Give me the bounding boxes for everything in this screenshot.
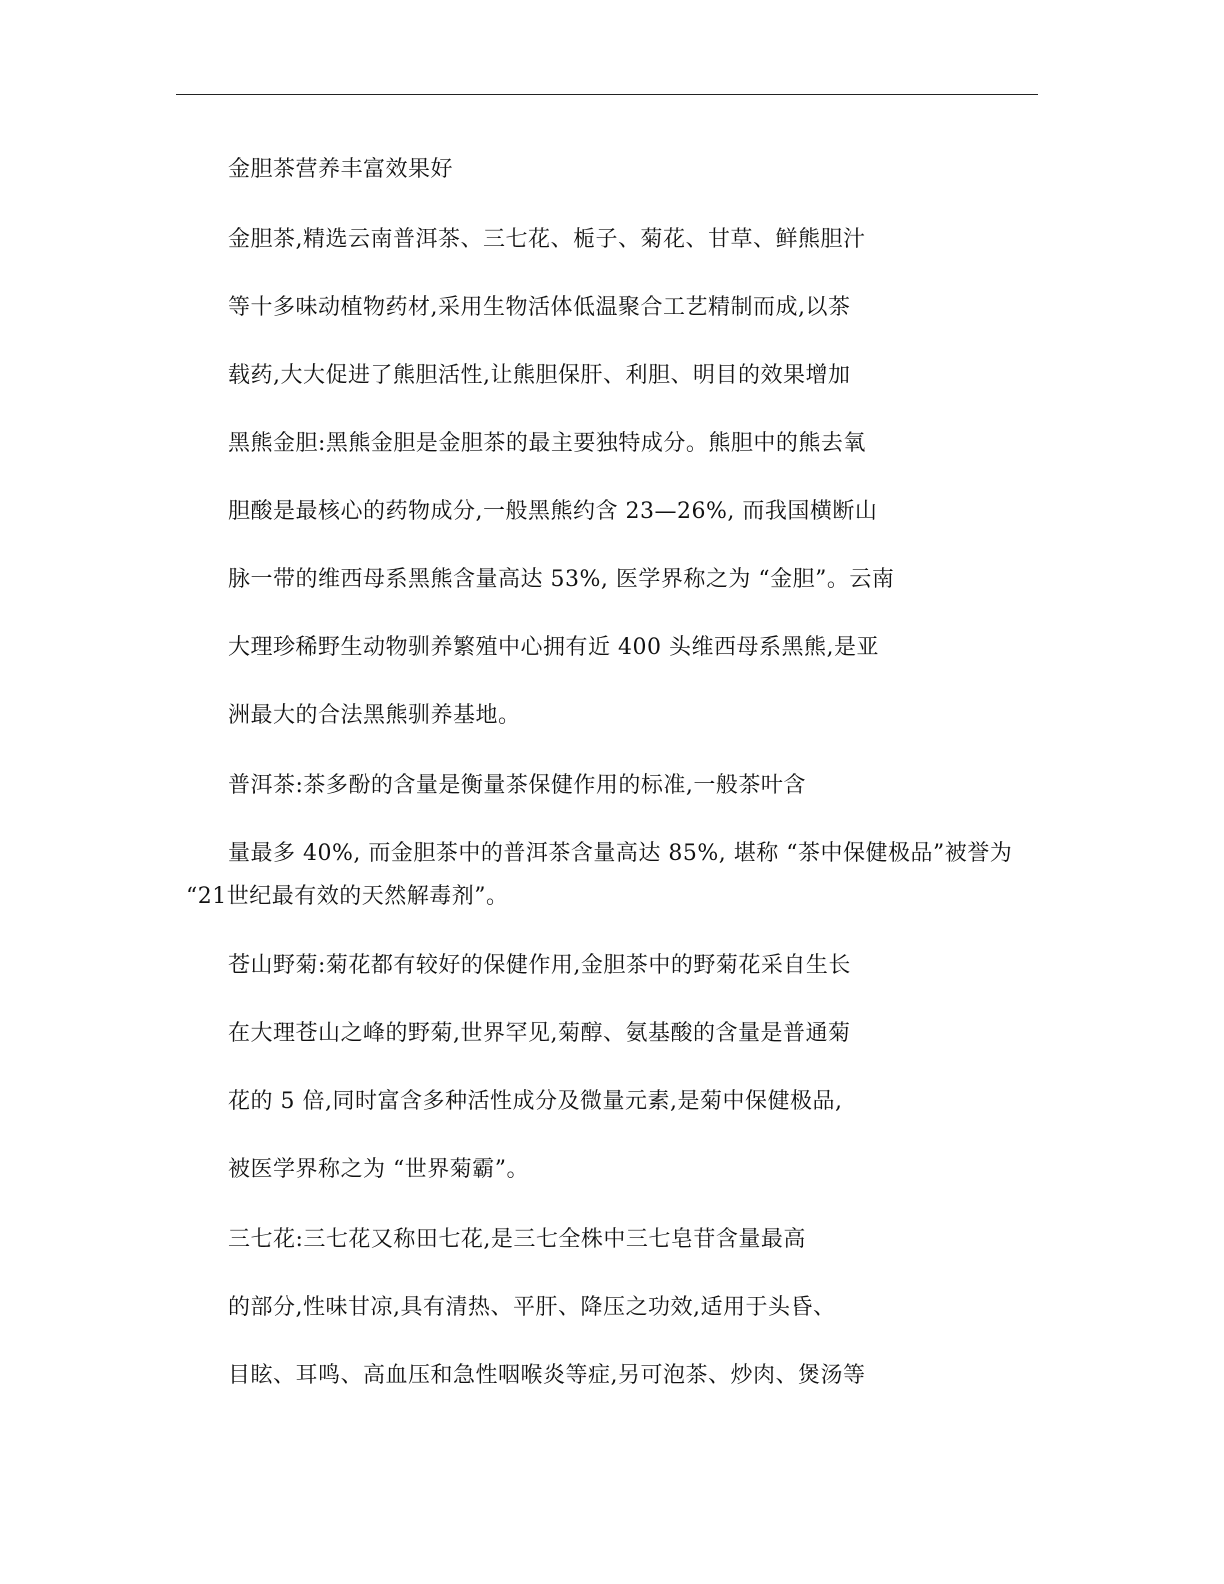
text-line: 黑熊金胆:黑熊金胆是金胆茶的最主要独特成分。熊胆中的熊去氧 bbox=[228, 431, 866, 456]
text-line: 苍山野菊:菊花都有较好的保健作用,金胆茶中的野菊花采自生长 bbox=[228, 953, 851, 978]
text-line: 普洱茶:茶多酚的含量是衡量茶保健作用的标准,一般茶叶含 bbox=[228, 773, 806, 798]
text-line: 的部分,性味甘凉,具有清热、平肝、降压之功效,适用于头昏、 bbox=[228, 1295, 836, 1320]
document-title: 金胆茶营养丰富效果好 bbox=[228, 157, 454, 182]
text-line: 脉一带的维西母系黑熊含量高达 53%, 医学界称之为 “金胆”。云南 bbox=[228, 567, 895, 592]
header-rule bbox=[176, 94, 1038, 95]
text-line: 花的 5 倍,同时富含多种活性成分及微量元素,是菊中保健极品, bbox=[228, 1089, 843, 1114]
text-line: 在大理苍山之峰的野菊,世界罕见,菊醇、氨基酸的含量是普通菊 bbox=[228, 1021, 851, 1046]
text-line: 大理珍稀野生动物驯养繁殖中心拥有近 400 头维西母系黑熊,是亚 bbox=[228, 635, 879, 660]
text-line: 被医学界称之为 “世界菊霸”。 bbox=[228, 1157, 529, 1182]
text-line: 量最多 40%, 而金胆茶中的普洱茶含量高达 85%, 堪称 “茶中保健极品”被誉为 bbox=[228, 841, 1013, 866]
text-line: 载药,大大促进了熊胆活性,让熊胆保肝、利胆、明目的效果增加 bbox=[228, 363, 851, 388]
text-line: 胆酸是最核心的药物成分,一般黑熊约含 23—26%, 而我国横断山 bbox=[228, 499, 878, 524]
text-line: 洲最大的合法黑熊驯养基地。 bbox=[228, 703, 521, 728]
text-line: 目眩、耳鸣、高血压和急性咽喉炎等症,另可泡茶、炒肉、煲汤等 bbox=[228, 1363, 866, 1388]
text-line: “21世纪最有效的天然解毒剂”。 bbox=[186, 884, 509, 909]
text-line: 三七花:三七花又称田七花,是三七全株中三七皂苷含量最高 bbox=[228, 1227, 806, 1252]
text-line: 金胆茶,精选云南普洱茶、三七花、栀子、菊花、甘草、鲜熊胆汁 bbox=[228, 227, 866, 252]
text-line: 等十多味动植物药材,采用生物活体低温聚合工艺精制而成,以茶 bbox=[228, 295, 851, 320]
